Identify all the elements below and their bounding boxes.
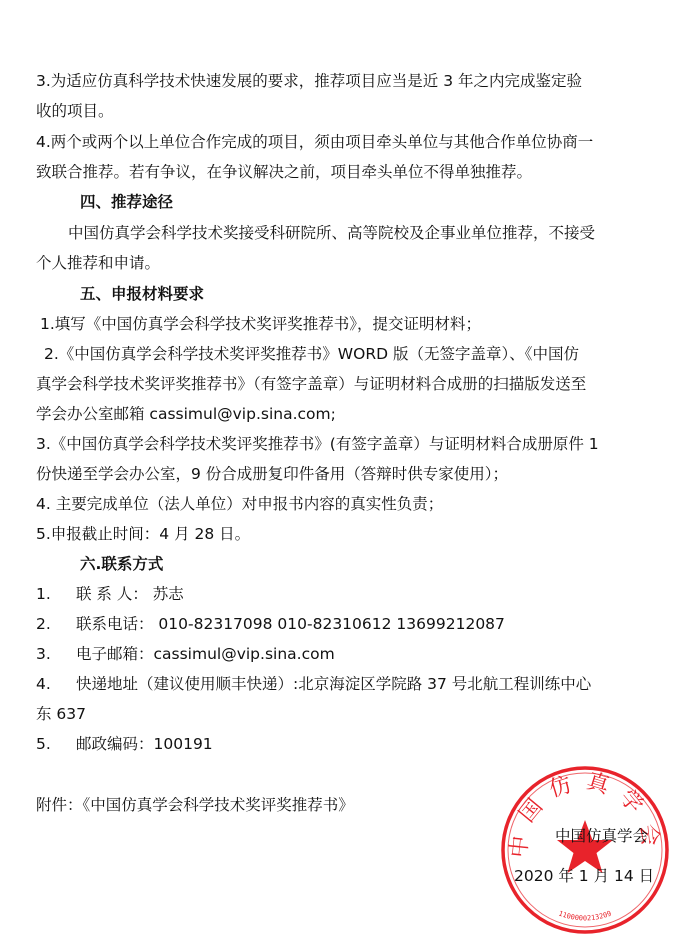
contact-5-number: 5.	[36, 735, 51, 753]
signature-organization: 中国仿真学会	[555, 827, 649, 845]
section-5-heading: 五、申报材料要求	[80, 285, 205, 303]
seal-number: 1100000213209	[557, 909, 613, 923]
contact-email: 电子邮箱：cassimul@vip.sina.com	[76, 645, 335, 663]
attachment-note: 附件：《中国仿真学会科学技术奖评奖推荐书》	[36, 796, 354, 814]
seal-text: 中国仿真学会	[506, 768, 664, 860]
contact-3-number: 3.	[36, 645, 51, 663]
section-4-line-1: 中国仿真学会科学技术奖接受科研院所、高等院校及企事业单位推荐，不接受	[68, 224, 596, 242]
contact-address-line-2: 东 637	[36, 705, 87, 723]
section-5-item-1: 1.填写《中国仿真学会科学技术奖评奖推荐书》，提交证明材料；	[40, 315, 482, 333]
contact-4-number: 4.	[36, 675, 51, 693]
signature-date: 2020 年 1 月 14 日	[514, 867, 655, 885]
paragraph-4-line-2: 致联合推荐。若有争议，在争议解决之前，项目牵头单位不得单独推荐。	[36, 163, 533, 181]
section-5-item-3-line-1: 3.《中国仿真学会科学技术奖评奖推荐书》(有签字盖章）与证明材料合成册原件 1	[36, 435, 599, 453]
section-5-item-4: 4. 主要完成单位（法人单位）对申报书内容的真实性负责；	[36, 495, 444, 513]
official-seal	[497, 762, 673, 938]
section-5-item-3-line-2: 份快递至学会办公室，9 份合成册复印件备用（答辩时供专家使用）；	[36, 465, 509, 483]
paragraph-3-line-1: 3.为适应仿真科学技术快速发展的要求，推荐项目应当是近 3 年之内完成鉴定验	[36, 72, 583, 90]
section-6-heading: 六.联系方式	[80, 555, 164, 573]
section-5-item-2-line-1: 2.《中国仿真学会科学技术奖评奖推荐书》WORD 版（无签字盖章）、《中国仿	[44, 345, 579, 363]
paragraph-4-line-1: 4.两个或两个以上单位合作完成的项目，须由项目牵头单位与其他合作单位协商一	[36, 133, 594, 151]
contact-address: 快递地址（建议使用顺丰快递）:北京海淀区学院路 37 号北航工程训练中心	[76, 675, 592, 693]
contact-2-number: 2.	[36, 615, 51, 633]
contact-postcode: 邮政编码：100191	[76, 735, 213, 753]
contact-person: 联 系 人： 苏志	[76, 585, 184, 603]
section-4-heading: 四、推荐途径	[80, 193, 174, 211]
seal-graphic	[497, 762, 673, 938]
contact-1-number: 1.	[36, 585, 51, 603]
section-5-item-5: 5.申报截止时间：4 月 28 日。	[36, 525, 251, 543]
paragraph-3-line-2: 收的项目。	[36, 102, 114, 120]
section-4-line-2: 个人推荐和申请。	[36, 254, 161, 272]
section-5-item-2-line-3: 学会办公室邮箱 cassimul@vip.sina.com;	[36, 405, 336, 423]
section-5-item-2-line-2: 真学会科学技术奖评奖推荐书》（有签字盖章）与证明材料合成册的扫描版发送至	[36, 375, 587, 393]
contact-phone: 联系电话： 010-82317098 010-82310612 13699212087	[76, 615, 505, 633]
